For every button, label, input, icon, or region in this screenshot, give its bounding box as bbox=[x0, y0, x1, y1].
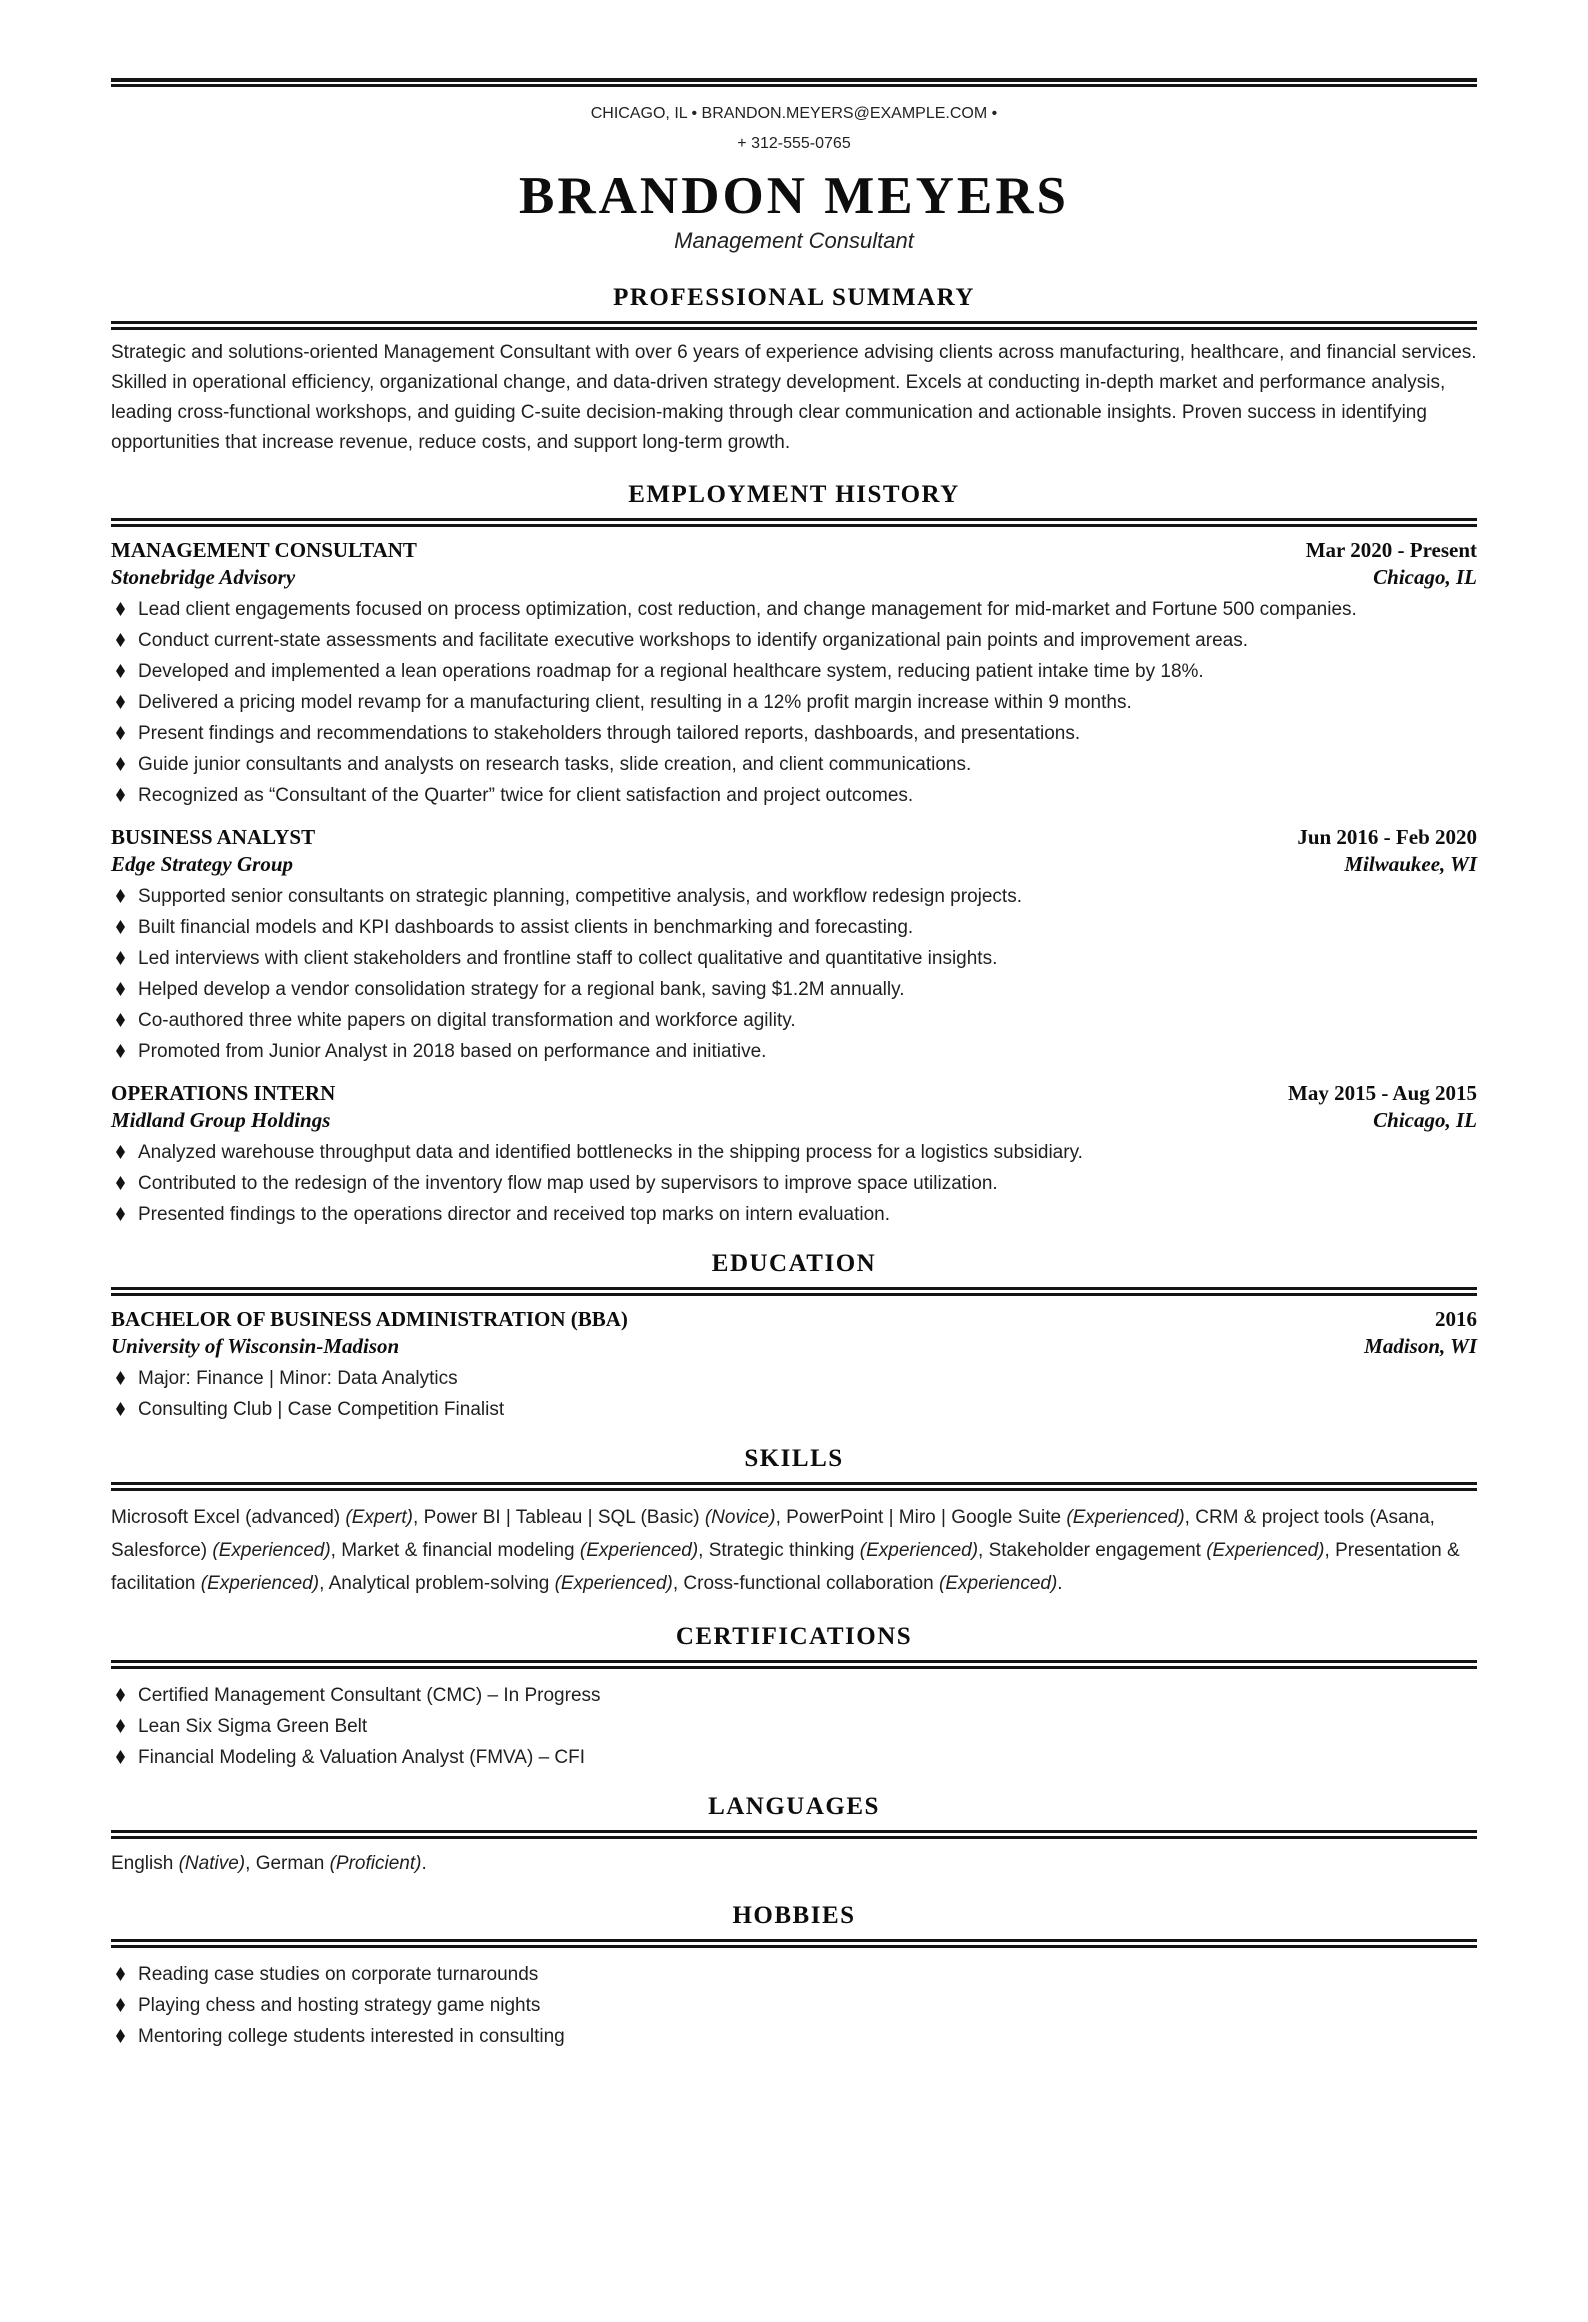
bullet-item bbox=[111, 659, 1477, 684]
section-title-education: EDUCATION bbox=[711, 1250, 877, 1277]
bullet-item bbox=[111, 977, 1477, 1002]
diamond-bullet-icon bbox=[116, 1402, 125, 1416]
section-education bbox=[111, 1249, 1477, 1422]
hobbies-list bbox=[111, 1962, 1477, 2049]
top-divider bbox=[111, 78, 1477, 87]
bullet-item bbox=[111, 1714, 1477, 1739]
diamond-bullet-icon bbox=[116, 982, 125, 996]
bullet-text: Delivered a pricing model revamp for a manufacturing client, resulting in a 12% profit margin increase within 9 months. bbox=[138, 692, 1132, 713]
section-title-summary: PROFESSIONAL SUMMARY bbox=[613, 284, 975, 311]
section-professional-summary bbox=[111, 283, 1477, 458]
bullet-text: Contributed to the redesign of the inventory flow map used by supervisors to improve space utilization. bbox=[138, 1173, 998, 1194]
bullet-text: Supported senior consultants on strategic planning, competitive analysis, and workflow redesign projects. bbox=[138, 886, 1022, 907]
bullet-text: Certified Management Consultant (CMC) – In Progress bbox=[138, 1685, 601, 1706]
skill-name: Presentation & facilitation bbox=[111, 1540, 1460, 1594]
diamond-bullet-icon bbox=[116, 951, 125, 965]
education-entry-header bbox=[111, 1306, 1477, 1360]
bullet-text: Led interviews with client stakeholders and frontline staff to collect qualitative and quantitative insights. bbox=[138, 948, 998, 969]
skill-name: PowerPoint | Miro | Google Suite bbox=[786, 1507, 1067, 1528]
education-entry bbox=[111, 1306, 1477, 1422]
skill-level: (Experienced) bbox=[212, 1540, 331, 1561]
skill-level: (Experienced) bbox=[939, 1573, 1058, 1594]
skill-level: (Experienced) bbox=[859, 1540, 979, 1561]
job-entry-header bbox=[111, 824, 1477, 878]
diamond-bullet-icon bbox=[116, 1998, 125, 2012]
diamond-bullet-icon bbox=[116, 633, 125, 647]
bullet-item bbox=[111, 1140, 1477, 1165]
bullet-text: Present findings and recommendations to stakeholders through tailored reports, dashboards, and presentations. bbox=[138, 723, 1081, 744]
resume-page bbox=[0, 78, 1588, 2049]
diamond-bullet-icon bbox=[116, 1371, 125, 1385]
bullet-item bbox=[111, 1202, 1477, 1227]
certifications-list bbox=[111, 1683, 1477, 1770]
job-dates: May 2015 - Aug 2015 bbox=[1288, 1081, 1477, 1105]
bullet-item bbox=[111, 1962, 1477, 1987]
diamond-bullet-icon bbox=[116, 788, 125, 802]
job-dates: Mar 2020 - Present bbox=[1305, 538, 1477, 562]
job-entry-header bbox=[111, 1080, 1477, 1134]
education-bullets bbox=[111, 1366, 1477, 1422]
skills-text: Microsoft Excel (advanced) (Expert), Power BI | Tableau | SQL (Basic) (Novice), PowerPoint | Miro | Google Suite (Experienced), CRM & project tools (Asana, Salesforce) (Experienced), Market & financial modeling (Experienced), Strategic thinking (Experienced), Stakeholder engagement (Experienced), Presentation & facilitation (Experienced), Analytical problem-solving (Experienced), Cross-functional collaboration (Experienced). bbox=[111, 1507, 1460, 1594]
section-divider bbox=[111, 1287, 1477, 1296]
education-entry-left bbox=[111, 1306, 628, 1360]
education-dates: 2016 bbox=[1435, 1307, 1477, 1331]
job-location: Chicago, IL bbox=[1373, 1108, 1477, 1132]
resume-header bbox=[111, 99, 1477, 255]
language-level: (Proficient) bbox=[329, 1853, 422, 1874]
diamond-bullet-icon bbox=[116, 1145, 125, 1159]
summary-text: Strategic and solutions-oriented Management Consultant with over 6 years of experience advising clients across manufacturing, healthcare, and financial services. Skilled in operational efficiency, organizational change, and data-driven strategy development. Excels at conducting in-depth market and performance analysis, leading cross-functional workshops, and guiding C-suite decision-making through clear communication and actionable insights. Proven success in identifying opportunities that increase revenue, reduce costs, and support long-term growth. bbox=[111, 342, 1477, 453]
bullet-item bbox=[111, 690, 1477, 715]
diamond-bullet-icon bbox=[116, 726, 125, 740]
skill-level: (Novice) bbox=[704, 1507, 776, 1528]
section-certifications bbox=[111, 1622, 1477, 1770]
education-container bbox=[111, 1306, 1477, 1422]
bullet-text: Co-authored three white papers on digital transformation and workforce agility. bbox=[138, 1010, 796, 1031]
job-entry bbox=[111, 824, 1477, 1064]
bullet-item bbox=[111, 1171, 1477, 1196]
diamond-bullet-icon bbox=[116, 757, 125, 771]
diamond-bullet-icon bbox=[116, 664, 125, 678]
diamond-bullet-icon bbox=[116, 1176, 125, 1190]
job-location: Chicago, IL bbox=[1373, 565, 1477, 589]
skill-name: Microsoft Excel (advanced) bbox=[111, 1507, 346, 1528]
section-divider bbox=[111, 321, 1477, 330]
bullet-text: Lead client engagements focused on process optimization, cost reduction, and change management for mid-market and Fortune 500 companies. bbox=[138, 599, 1357, 620]
bullet-text: Lean Six Sigma Green Belt bbox=[138, 1716, 368, 1737]
section-title-hobbies: HOBBIES bbox=[732, 1902, 856, 1929]
skill-name: Strategic thinking bbox=[708, 1540, 860, 1561]
language-level: (Native) bbox=[178, 1853, 246, 1874]
bullet-text: Presented findings to the operations director and received top marks on intern evaluation. bbox=[138, 1204, 891, 1225]
contact-line-2: + 312-555-0765 bbox=[737, 135, 851, 152]
job-company: Midland Group Holdings bbox=[111, 1108, 331, 1132]
job-entry-header bbox=[111, 537, 1477, 591]
bullet-text: Analyzed warehouse throughput data and identified bottlenecks in the shipping process for a logistics subsidiary. bbox=[138, 1142, 1083, 1163]
diamond-bullet-icon bbox=[116, 695, 125, 709]
bullet-text: Helped develop a vendor consolidation strategy for a regional bank, saving $1.2M annually. bbox=[138, 979, 905, 1000]
bullet-item bbox=[111, 1683, 1477, 1708]
skill-level: (Experienced) bbox=[200, 1573, 320, 1594]
bullet-item bbox=[111, 721, 1477, 746]
diamond-bullet-icon bbox=[116, 2029, 125, 2043]
skill-level: (Experienced) bbox=[1206, 1540, 1325, 1561]
skill-name: CRM & project tools (Asana, Salesforce) bbox=[111, 1507, 1435, 1561]
job-entry bbox=[111, 537, 1477, 808]
job-role: BUSINESS ANALYST bbox=[111, 825, 316, 849]
section-divider bbox=[111, 1482, 1477, 1491]
education-location: Madison, WI bbox=[1364, 1334, 1477, 1358]
bullet-item bbox=[111, 628, 1477, 653]
diamond-bullet-icon bbox=[116, 1013, 125, 1027]
bullet-item bbox=[111, 2024, 1477, 2049]
skill-level: (Experienced) bbox=[579, 1540, 699, 1561]
bullet-item bbox=[111, 1366, 1477, 1391]
bullet-text: Consulting Club | Case Competition Finalist bbox=[138, 1399, 505, 1420]
bullet-item bbox=[111, 597, 1477, 622]
bullet-item bbox=[111, 1397, 1477, 1422]
job-company: Edge Strategy Group bbox=[111, 852, 294, 876]
languages-text: English (Native), German (Proficient). bbox=[111, 1853, 427, 1874]
section-employment-history bbox=[111, 480, 1477, 1227]
job-bullets bbox=[111, 1140, 1477, 1227]
language-name: English bbox=[111, 1853, 179, 1874]
candidate-name: BRANDON MEYERS bbox=[519, 167, 1069, 225]
diamond-bullet-icon bbox=[116, 1688, 125, 1702]
education-degree: BACHELOR OF BUSINESS ADMINISTRATION (BBA) bbox=[111, 1307, 628, 1331]
job-dates: Jun 2016 - Feb 2020 bbox=[1297, 825, 1477, 849]
bullet-text: Major: Finance | Minor: Data Analytics bbox=[138, 1368, 458, 1389]
section-divider bbox=[111, 1939, 1477, 1948]
skill-name: Power BI | Tableau | SQL (Basic) bbox=[423, 1507, 705, 1528]
bullet-text: Playing chess and hosting strategy game nights bbox=[138, 1995, 541, 2016]
skill-level: (Expert) bbox=[345, 1507, 413, 1528]
diamond-bullet-icon bbox=[116, 1750, 125, 1764]
skill-name: Cross-functional collaboration bbox=[683, 1573, 939, 1594]
skill-name: Analytical problem-solving bbox=[328, 1573, 555, 1594]
bullet-item bbox=[111, 1993, 1477, 2018]
job-entry bbox=[111, 1080, 1477, 1227]
bullet-text: Promoted from Junior Analyst in 2018 based on performance and initiative. bbox=[138, 1041, 767, 1062]
section-skills bbox=[111, 1444, 1477, 1600]
section-title-certifications: CERTIFICATIONS bbox=[675, 1623, 913, 1650]
section-divider bbox=[111, 518, 1477, 527]
contact-line-1: CHICAGO, IL • BRANDON.MEYERS@EXAMPLE.COM • bbox=[590, 105, 998, 122]
job-bullets bbox=[111, 884, 1477, 1064]
job-role: OPERATIONS INTERN bbox=[111, 1081, 336, 1105]
bullet-item bbox=[111, 1008, 1477, 1033]
education-entry-right bbox=[1364, 1306, 1477, 1360]
bullet-item bbox=[111, 915, 1477, 940]
diamond-bullet-icon bbox=[116, 1044, 125, 1058]
candidate-title: Management Consultant bbox=[674, 228, 914, 253]
skill-level: (Experienced) bbox=[1066, 1507, 1185, 1528]
section-divider bbox=[111, 1830, 1477, 1839]
job-entry-left bbox=[111, 537, 417, 591]
job-entry-right bbox=[1306, 537, 1477, 591]
contact-block bbox=[111, 99, 1477, 159]
bullet-item bbox=[111, 752, 1477, 777]
bullet-text: Recognized as “Consultant of the Quarter” twice for client satisfaction and project outcomes. bbox=[138, 785, 914, 806]
bullet-text: Conduct current-state assessments and facilitate executive workshops to identify organizational pain points and improvement areas. bbox=[138, 630, 1248, 651]
diamond-bullet-icon bbox=[116, 1207, 125, 1221]
job-entry-right bbox=[1288, 1080, 1477, 1134]
diamond-bullet-icon bbox=[116, 602, 125, 616]
section-title-languages: LANGUAGES bbox=[708, 1793, 880, 1820]
section-hobbies bbox=[111, 1901, 1477, 2049]
bullet-text: Guide junior consultants and analysts on research tasks, slide creation, and client communications. bbox=[138, 754, 972, 775]
skill-name: Stakeholder engagement bbox=[988, 1540, 1207, 1561]
job-role: MANAGEMENT CONSULTANT bbox=[111, 538, 417, 562]
job-company: Stonebridge Advisory bbox=[111, 565, 296, 589]
bullet-text: Reading case studies on corporate turnarounds bbox=[138, 1964, 539, 1985]
bullet-text: Financial Modeling & Valuation Analyst (FMVA) – CFI bbox=[138, 1747, 586, 1768]
section-title-skills: SKILLS bbox=[744, 1445, 844, 1472]
diamond-bullet-icon bbox=[116, 920, 125, 934]
education-school: University of Wisconsin-Madison bbox=[111, 1334, 400, 1358]
skill-name: Market & financial modeling bbox=[341, 1540, 580, 1561]
skill-level: (Experienced) bbox=[554, 1573, 673, 1594]
section-divider bbox=[111, 1660, 1477, 1669]
bullet-item bbox=[111, 884, 1477, 909]
bullet-item bbox=[111, 1745, 1477, 1770]
jobs-container bbox=[111, 537, 1477, 1227]
bullet-item bbox=[111, 946, 1477, 971]
bullet-item bbox=[111, 783, 1477, 808]
job-entry-right bbox=[1297, 824, 1477, 878]
job-entry-left bbox=[111, 824, 315, 878]
diamond-bullet-icon bbox=[116, 1967, 125, 1981]
job-location: Milwaukee, WI bbox=[1344, 852, 1477, 876]
language-name: German bbox=[255, 1853, 330, 1874]
bullet-item bbox=[111, 1039, 1477, 1064]
bullet-text: Developed and implemented a lean operations roadmap for a regional healthcare system, reducing patient intake time by 18%. bbox=[138, 661, 1204, 682]
diamond-bullet-icon bbox=[116, 1719, 125, 1733]
diamond-bullet-icon bbox=[116, 889, 125, 903]
bullet-text: Built financial models and KPI dashboards to assist clients in benchmarking and forecasting. bbox=[138, 917, 914, 938]
bullet-text: Mentoring college students interested in consulting bbox=[138, 2026, 565, 2047]
job-bullets bbox=[111, 597, 1477, 808]
section-languages bbox=[111, 1792, 1477, 1879]
job-entry-left bbox=[111, 1080, 335, 1134]
section-title-employment: EMPLOYMENT HISTORY bbox=[628, 481, 960, 508]
